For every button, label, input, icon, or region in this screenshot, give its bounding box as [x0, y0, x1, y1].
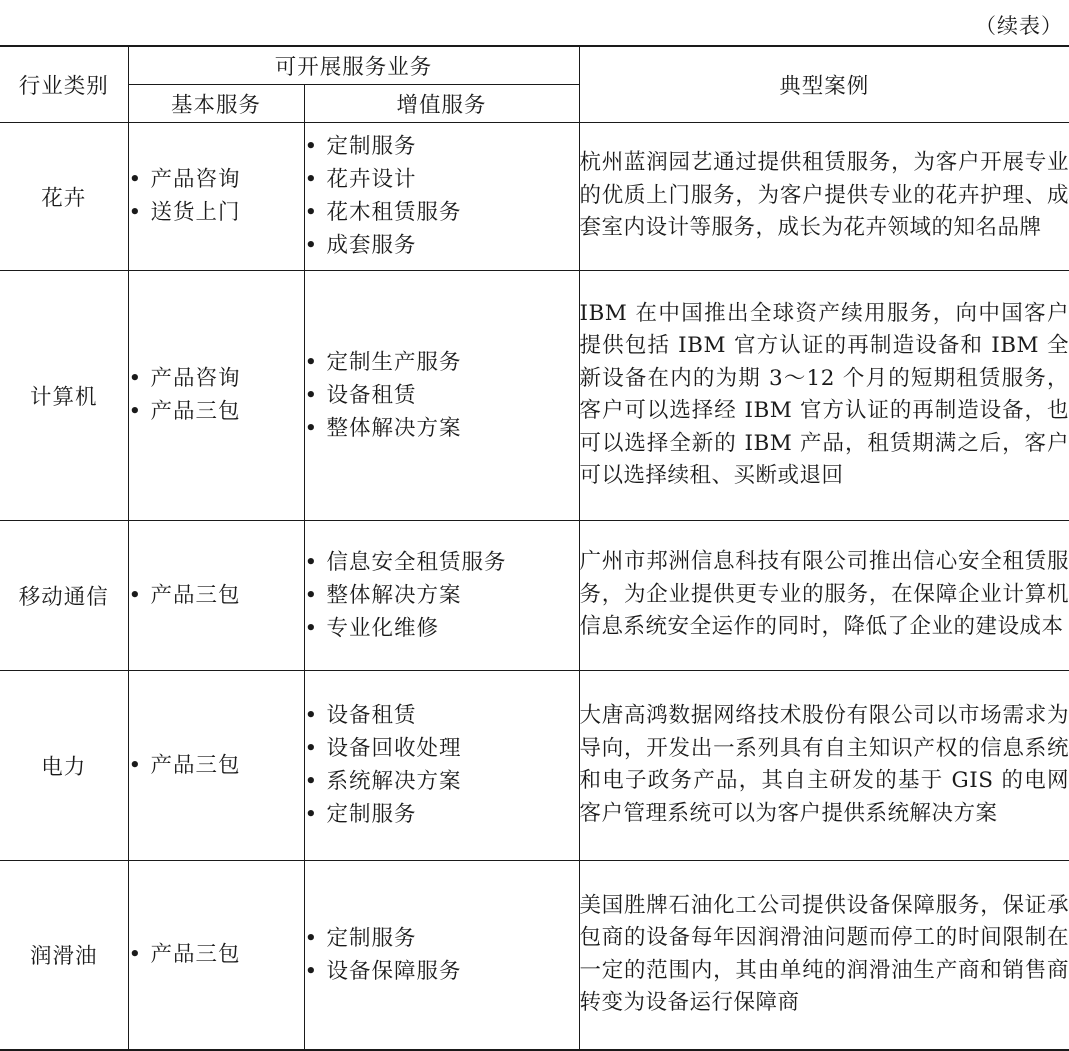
list-item: [305, 546, 579, 579]
service-table: [0, 45, 1069, 1051]
basic-services-cell: [128, 860, 304, 1050]
basic-services-list: [129, 579, 304, 612]
service-label: 定制服务: [326, 134, 417, 159]
bullet-icon: •: [304, 549, 319, 575]
basic-services-cell: [128, 122, 304, 270]
bullet-icon: •: [304, 736, 319, 761]
service-label: 设备租赁: [326, 703, 417, 728]
service-label: 定制服务: [326, 925, 417, 951]
service-label: 整体解决方案: [326, 582, 462, 608]
bullet-icon: •: [304, 415, 319, 441]
bullet-icon: •: [304, 382, 319, 408]
basic-services-cell: [128, 520, 304, 670]
service-label: 产品咨询: [150, 167, 241, 192]
bullet-icon: •: [128, 942, 143, 968]
basic-services-list: [129, 749, 304, 782]
table-row: [0, 860, 1069, 1050]
bullet-icon: •: [304, 233, 319, 258]
basic-services-cell: [128, 670, 304, 860]
service-label: 定制生产服务: [326, 349, 462, 375]
list-item: [305, 346, 579, 379]
bullet-icon: •: [304, 200, 319, 225]
industry-cell: 花卉: [0, 122, 128, 270]
service-label: 定制服务: [326, 802, 417, 827]
bullet-icon: •: [304, 615, 319, 641]
case-cell: 美国胜牌石油化工公司提供设备保障服务，保证承包商的设备每年因润滑油问题而停工的时间限制在一定的范围内，其由单纯的润滑油生产商和销售商转变为设备运行保障商: [579, 860, 1069, 1050]
service-label: 系统解决方案: [326, 769, 462, 794]
value-added-services-cell: [304, 670, 579, 860]
list-item: [305, 955, 579, 988]
service-label: 产品咨询: [150, 366, 241, 391]
list-item: [305, 798, 579, 831]
service-label: 设备租赁: [326, 382, 417, 408]
list-item: [305, 612, 579, 645]
bullet-icon: •: [304, 349, 319, 375]
bullet-icon: •: [128, 167, 143, 192]
list-item: [129, 362, 304, 395]
value-added-services-list: [305, 699, 579, 831]
list-item: [129, 163, 304, 196]
industry-cell: 电力: [0, 670, 128, 860]
list-item: [305, 699, 579, 732]
header-industry: 行业类别: [0, 46, 128, 122]
value-added-services-cell: [304, 860, 579, 1050]
header-basic: 基本服务: [128, 84, 304, 122]
bullet-icon: •: [128, 582, 143, 608]
service-label: 产品三包: [150, 942, 241, 968]
list-item: [129, 938, 304, 971]
list-item: [129, 749, 304, 782]
bullet-icon: •: [128, 200, 143, 225]
service-label: 产品三包: [150, 752, 241, 778]
list-item: [305, 379, 579, 412]
value-added-services-cell: [304, 122, 579, 270]
bullet-icon: •: [304, 958, 319, 984]
case-cell: 大唐高鸿数据网络技术股份有限公司以市场需求为导向，开发出一系列具有自主知识产权的信息系统和电子政务产品，其自主研发的基于 GIS 的电网客户管理系统可以为客户提供系统解决方案: [579, 670, 1069, 860]
list-item: [305, 922, 579, 955]
value-added-services-list: [305, 546, 579, 645]
industry-cell: 计算机: [0, 270, 128, 520]
service-label: 花卉设计: [326, 167, 417, 192]
table-row: [0, 122, 1069, 270]
bullet-icon: •: [304, 167, 319, 192]
list-item: [305, 579, 579, 612]
basic-services-list: [129, 362, 304, 428]
service-label: 专业化维修: [326, 615, 440, 641]
header-value-added: 增值服务: [304, 84, 579, 122]
bullet-icon: •: [304, 582, 319, 608]
value-added-services-list: [305, 922, 579, 988]
service-label: 产品三包: [150, 399, 241, 424]
service-label: 成套服务: [326, 233, 417, 258]
list-item: [305, 412, 579, 445]
value-added-services-cell: [304, 520, 579, 670]
value-added-services-cell: [304, 270, 579, 520]
list-item: [305, 163, 579, 196]
list-item: [305, 765, 579, 798]
industry-cell: 移动通信: [0, 520, 128, 670]
bullet-icon: •: [304, 703, 319, 728]
bullet-icon: •: [128, 366, 143, 391]
list-item: [129, 395, 304, 428]
header-case: 典型案例: [579, 46, 1069, 122]
value-added-services-list: [305, 130, 579, 262]
bullet-icon: •: [304, 925, 319, 951]
basic-services-cell: [128, 270, 304, 520]
basic-services-list: [129, 938, 304, 971]
bullet-icon: •: [304, 802, 319, 827]
service-label: 设备回收处理: [326, 736, 462, 761]
service-label: 设备保障服务: [326, 958, 462, 984]
case-cell: 广州市邦洲信息科技有限公司推出信心安全租赁服务，为企业提供更专业的服务，在保障企业计算机信息系统安全运作的同时，降低了企业的建设成本: [579, 520, 1069, 670]
header-services: 可开展服务业务: [128, 46, 579, 84]
value-added-services-list: [305, 346, 579, 445]
list-item: [129, 196, 304, 229]
bullet-icon: •: [304, 769, 319, 794]
list-item: [129, 579, 304, 612]
service-label: 信息安全租赁服务: [326, 549, 507, 575]
basic-services-list: [129, 163, 304, 229]
table-row: [0, 520, 1069, 670]
table-row: [0, 670, 1069, 860]
list-item: [305, 229, 579, 262]
case-cell: IBM 在中国推出全球资产续用服务，向中国客户提供包括 IBM 官方认证的再制造设备和 IBM 全新设备在内的为期 3～12 个月的短期租赁服务，客户可以选择经 IBM 官方认证的再制造设备，也可以选择全新的 IBM 产品，租赁期满之后，客户可以选择续租、买断或退回: [579, 270, 1069, 520]
bullet-icon: •: [128, 399, 143, 424]
bullet-icon: •: [304, 134, 319, 159]
continued-label: （续表）: [975, 14, 1063, 38]
list-item: [305, 732, 579, 765]
bullet-icon: •: [128, 752, 143, 778]
industry-cell: 润滑油: [0, 860, 128, 1050]
service-label: 花木租赁服务: [326, 200, 462, 225]
service-label: 送货上门: [150, 200, 241, 225]
case-cell: 杭州蓝润园艺通过提供租赁服务，为客户开展专业的优质上门服务，为客户提供专业的花卉护理、成套室内设计等服务，成长为花卉领域的知名品牌: [579, 122, 1069, 270]
service-label: 产品三包: [150, 582, 241, 608]
list-item: [305, 196, 579, 229]
list-item: [305, 130, 579, 163]
table-row: [0, 270, 1069, 520]
service-label: 整体解决方案: [326, 415, 462, 441]
